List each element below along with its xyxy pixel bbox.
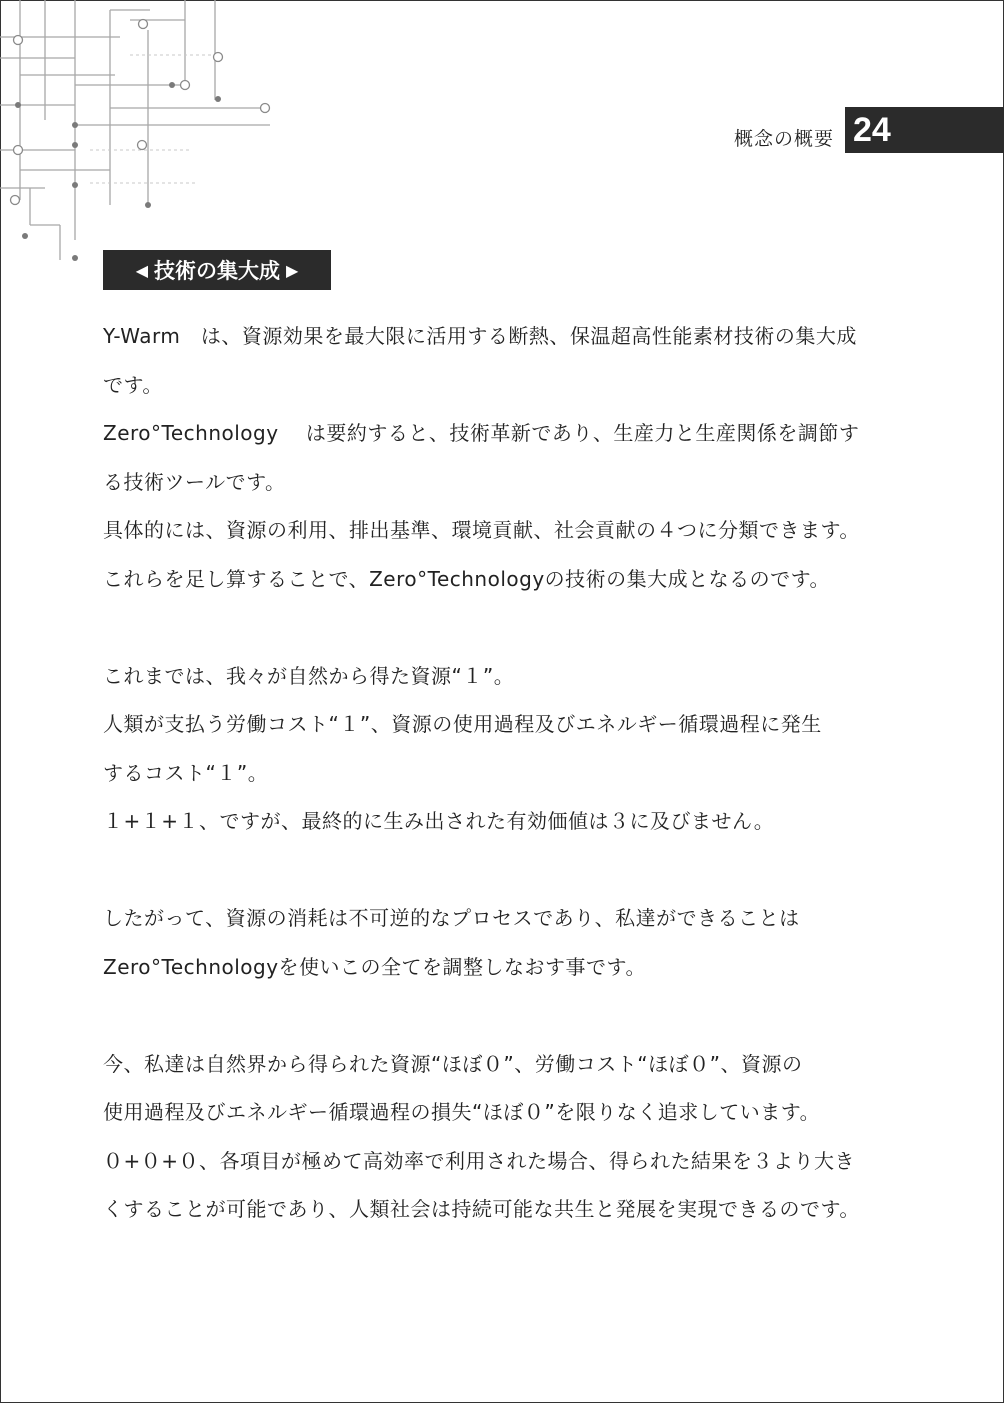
paragraph-4: [103, 1040, 913, 1234]
paragraph-spacer: [103, 603, 913, 652]
paragraph-spacer: [103, 846, 913, 895]
circuit-decoration: [0, 0, 280, 270]
page-number-tab: [845, 107, 1004, 153]
circuit-line: [75, 108, 270, 125]
text-line: 使用過程及びエネルギー循環過程の損失“ほぼ０”を限りなく追求しています。: [103, 1100, 821, 1124]
circuit-node: [14, 146, 23, 155]
text-line: これまでは、我々が自然から得た資源“１”。: [103, 663, 515, 688]
paragraph-1: [103, 312, 913, 603]
circuit-node: [11, 196, 20, 205]
section-heading: [103, 250, 331, 290]
text-line: ０+０+０、各項目が極めて高効率で利用された場合、得られた結果を３より大き: [103, 1148, 856, 1173]
text-line: これらを足し算することで、Zero°Technologyの技術の集大成となるのです。: [103, 566, 831, 591]
circuit-dot: [72, 182, 78, 188]
circuit-node: [214, 53, 223, 62]
text-line: る技術ツールです。: [103, 469, 286, 494]
circuit-dot: [72, 255, 78, 261]
circuit-node: [138, 141, 147, 150]
text-line: したがって、資源の消耗は不可逆的なプロセスであり、私達ができることは: [103, 906, 800, 930]
circuit-dot: [72, 142, 78, 148]
text-line: Zero°Technology は要約すると、技術革新であり、生産力と生産関係を調節す: [103, 421, 860, 445]
circuit-node: [139, 20, 148, 29]
page-number: 24: [853, 111, 891, 149]
text-line: Zero°Technologyを使いこの全てを調整しなおす事です。: [103, 954, 646, 979]
text-line: 具体的には、資源の利用、排出基準、環境貢献、社会貢献の４つに分類できます。: [103, 518, 860, 542]
circuit-node: [181, 81, 190, 90]
circuit-dot: [169, 82, 175, 88]
circuit-dot: [215, 96, 221, 102]
text-line: Y-Warm は、資源効果を最大限に活用する断熱、保温超高性能素材技術の集大成: [103, 324, 857, 348]
circuit-node: [261, 104, 270, 113]
text-line: 人類が支払う労働コスト“１”、資源の使用過程及びエネルギー循環過程に発生: [103, 712, 822, 736]
circuit-node: [14, 36, 23, 45]
paragraph-2: [103, 652, 913, 846]
triangle-right-icon: ▶: [286, 260, 299, 280]
section-heading-text: 技術の集大成: [154, 259, 280, 283]
text-line: です。: [103, 372, 163, 397]
circuit-dot: [22, 233, 28, 239]
text-line: くすることが可能であり、人類社会は持続可能な共生と発展を実現できるのです。: [103, 1197, 860, 1221]
text-line: 今、私達は自然界から得られた資源“ほぼ０”、労働コスト“ほぼ０”、資源の: [103, 1051, 803, 1076]
circuit-dot: [15, 102, 21, 108]
paragraph-3: [103, 894, 913, 991]
paragraph-spacer: [103, 991, 913, 1040]
text-line: １+１+１、ですが、最終的に生み出された有効価値は３に及びません。: [103, 809, 775, 833]
chapter-title: 概念の概要: [733, 128, 834, 150]
body-text: [103, 312, 913, 1234]
triangle-left-icon: ◀: [135, 260, 148, 280]
text-line: するコスト“１”。: [103, 760, 269, 785]
circuit-dot: [72, 122, 78, 128]
circuit-dot: [145, 202, 151, 208]
